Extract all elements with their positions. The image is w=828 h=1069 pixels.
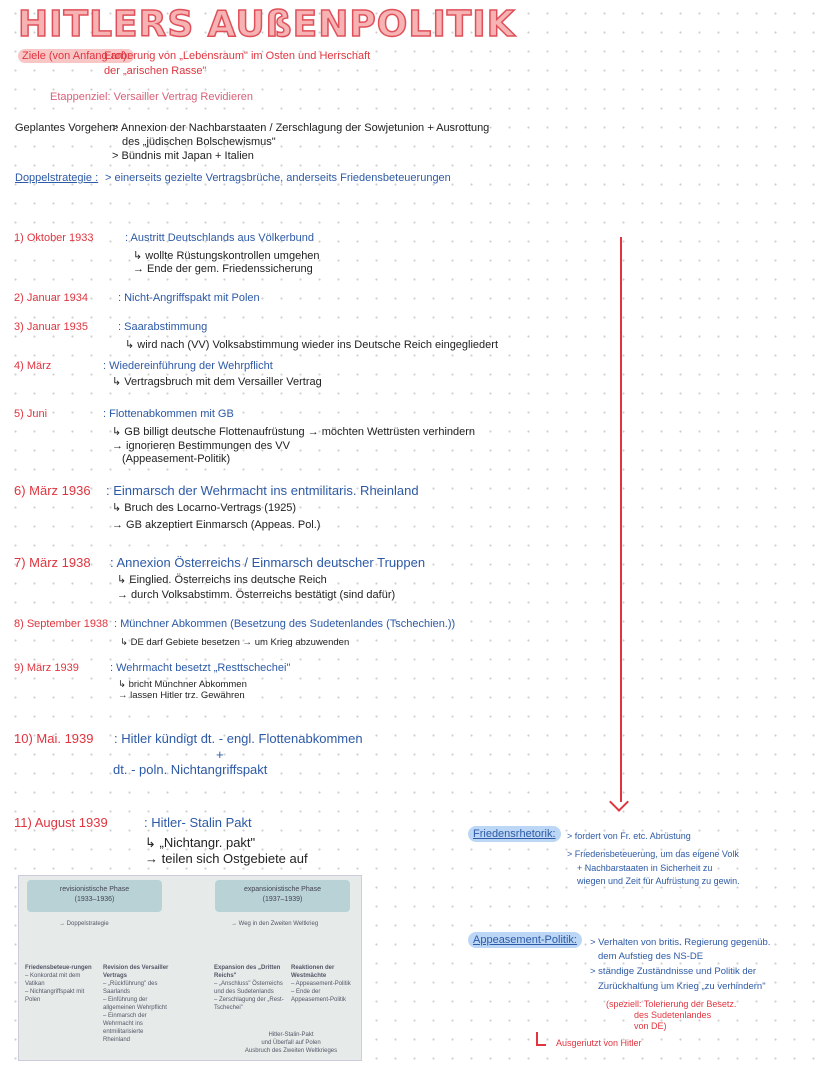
corner-arrow-icon xyxy=(536,1032,546,1046)
friedensrhetorik-line: + Nachbarstaaten in Sicherheit zu xyxy=(577,863,713,873)
fig-column xyxy=(103,964,169,1044)
ziele-line: Eroberung von „Lebensraum" im Osten und Herrschaft xyxy=(104,50,371,62)
event-date: 11) August 1939 xyxy=(14,815,108,830)
friedensrhetorik-line: > fordert von Fr. etc. Abrüstung xyxy=(567,831,691,841)
event-date: 9) März 1939 xyxy=(14,662,79,674)
etappenziel: Etappenziel: Versailler Vertrag Revidieren xyxy=(50,91,254,103)
event-date: 4) März xyxy=(14,360,52,372)
fig-column xyxy=(25,964,97,1004)
doppelstrategie-label: Doppelstrategie : xyxy=(15,172,99,184)
fig-item: – Konkordat mit dem Vatikan xyxy=(25,973,81,987)
event-title: : Hitler kündigt dt. - engl. Flottenabkommen xyxy=(114,731,363,746)
fig-col-title: Friedensbeteue-rungen xyxy=(25,965,92,971)
event-detail: dt. - poln. Nichtangriffspakt xyxy=(113,762,268,777)
vorgehen-line: des „jüdischen Bolschewismus" xyxy=(122,136,276,148)
appeasement-line: > ständige Zuständnisse und Politik der xyxy=(590,966,757,977)
event-date: 3) Januar 1935 xyxy=(14,321,88,333)
event-title: : Saarabstimmung xyxy=(118,321,208,333)
event-detail: + xyxy=(216,747,224,762)
event-date: 5) Juni xyxy=(14,408,48,420)
event-detail: → GB akzeptiert Einmarsch (Appeas. Pol.) xyxy=(112,519,321,531)
event-detail: ↳ wird nach (VV) Volksabstimmung wieder ins Deutsche Reich eingegliedert xyxy=(125,339,499,351)
event-date: 2) Januar 1934 xyxy=(14,292,88,304)
event-detail: → Ende der gem. Friedenssicherung xyxy=(133,263,313,275)
timeline-arrow xyxy=(620,237,622,802)
vorgehen-label: Geplantes Vorgehen: xyxy=(15,122,119,134)
fig-item: – Appeasement-Politik xyxy=(291,981,351,987)
speziell-line: des Sudetenlandes xyxy=(634,1010,712,1020)
event-detail: ↳ Bruch des Locarno-Vertrags (1925) xyxy=(112,502,297,514)
phase-years: (1933–1936) xyxy=(74,896,115,903)
event-title: : Annexion Österreichs / Einmarsch deutscher Truppen xyxy=(110,555,426,570)
event-title: : Münchner Abkommen (Besetzung des Sudetenlandes (Tschechien.)) xyxy=(114,618,456,630)
phase-header-right xyxy=(215,880,350,912)
fig-item: – Zerschlagung der „Rest-Tschechei" xyxy=(214,997,284,1011)
event-detail: ↳ DE darf Gebiete besetzen → um Krieg abzuwenden xyxy=(120,637,350,648)
ziele-line: der „arischen Rasse" xyxy=(104,65,207,77)
event-detail: (Appeasement-Politik) xyxy=(122,453,231,465)
event-detail: → ignorieren Bestimmungen des VV xyxy=(112,440,290,452)
fig-bottom xyxy=(241,1031,341,1055)
appeasement-line: > Verhalten von britis. Regierung gegenüb. xyxy=(590,937,771,948)
event-detail: ↳ „Nichtangr. pakt" xyxy=(145,835,256,850)
friedensrhetorik-label xyxy=(468,828,561,841)
fig-item: und Überfall auf Polen xyxy=(261,1040,321,1046)
event-detail: ↳ Vertragsbruch mit dem Versailler Vertrag xyxy=(112,376,322,388)
phase-arrow-label: → Weg in den Zweiten Weltkrieg xyxy=(231,921,319,927)
fig-item: – „Anschluss" Österreichs und des Sudetenlands xyxy=(214,981,283,995)
phase-arrow-label: → Doppelstrategie xyxy=(59,921,109,927)
fig-item: – Einführung der allgemeinen Wehrpflicht xyxy=(103,997,167,1011)
event-title: : Austritt Deutschlands aus Völkerbund xyxy=(125,232,314,244)
fig-item: – Einmarsch der Wehrmacht ins entmilitarisierte Rheinland xyxy=(103,1013,147,1043)
event-title: : Flottenabkommen mit GB xyxy=(103,408,234,420)
fig-item: – Nichtangriffspakt mit Polen xyxy=(25,989,85,1003)
speziell-line: (speziell: Tolerierung der Besetz. xyxy=(606,999,737,1009)
ziele-label-text: Ziele (von Anfang an): xyxy=(18,49,134,63)
fig-item: – „Rückführung" des Saarlands xyxy=(103,981,158,995)
event-date: 6) März 1936 xyxy=(14,483,91,498)
vorgehen-line: > Annexion der Nachbarstaaten / Zerschlagung der Sowjetunion + Ausrottung xyxy=(112,122,490,134)
event-detail: ↳ Einglied. Österreichs ins deutsche Reich xyxy=(117,574,327,586)
phases-diagram-image xyxy=(18,875,362,1061)
event-title: : Einmarsch der Wehrmacht ins entmilitaris. Rheinland xyxy=(106,483,419,498)
fig-col-title: Revision des Versailler Vertrags xyxy=(103,965,169,979)
arrow-down-icon xyxy=(609,792,629,812)
doppelstrategie-text: > einerseits gezielte Vertragsbrüche, anderseits Friedensbeteuerungen xyxy=(105,172,451,184)
event-detail: ↳ bricht Münchner Abkommen xyxy=(118,679,247,690)
page-title: HITLERS AUßENPOLITIK xyxy=(18,4,516,45)
event-title: : Hitler- Stalin Pakt xyxy=(144,815,252,830)
appeasement-line: dem Aufstieg des NS-DE xyxy=(598,951,704,962)
phase-header-left xyxy=(27,880,162,912)
fig-item: Ausbruch des Zweiten Weltkrieges xyxy=(244,1048,338,1054)
fig-item: – Ende der Appeasement-Politik xyxy=(291,989,347,1003)
event-date: 8) September 1938 xyxy=(14,618,109,630)
friedensrhetorik-line: wiegen und Zeit für Aufrüstung zu gewin. xyxy=(577,876,740,886)
fig-col-title: Expansion des „Dritten Reichs" xyxy=(214,965,281,979)
event-date: 1) Oktober 1933 xyxy=(14,232,94,244)
fig-col-title: Reaktionen der Westmächte xyxy=(291,965,335,979)
event-detail: ↳ GB billigt deutsche Flottenaufrüstung → möchten Wettrüsten verhindern xyxy=(112,426,476,438)
event-detail: → durch Volksabstimm. Österreichs bestätigt (sind dafür) xyxy=(117,589,396,601)
fig-item: Hitler-Stalin-Pakt xyxy=(268,1032,314,1038)
event-date: 10) Mai. 1939 xyxy=(14,731,94,746)
friedensrhetorik-line: > Friedensbeteuerung, um das eigene Volk xyxy=(567,849,739,859)
phase-years: (1937–1939) xyxy=(262,896,303,903)
event-title: : Nicht-Angriffspakt mit Polen xyxy=(118,292,260,304)
phase-title: revisionistische Phase xyxy=(59,886,130,893)
appeasement-label-text: Appeasement-Politik: xyxy=(468,932,582,948)
fig-column xyxy=(291,964,355,1004)
fig-column xyxy=(214,964,286,1012)
event-date: 7) März 1938 xyxy=(14,555,91,570)
speziell-line: von DE) xyxy=(634,1021,667,1031)
phase-title: expansionistische Phase xyxy=(243,886,322,893)
friedensrhetorik-label-text: Friedensrhetorik: xyxy=(468,826,561,842)
vorgehen-line: > Bündnis mit Japan + Italien xyxy=(112,150,254,162)
event-title: : Wiedereinführung der Wehrpflicht xyxy=(103,360,273,372)
appeasement-line: Zurückhaltung um Krieg „zu verhindern" xyxy=(598,981,766,992)
event-detail: → teilen sich Ostgebiete auf xyxy=(145,851,308,866)
event-detail: ↳ wollte Rüstungskontrollen umgehen xyxy=(133,250,320,262)
appeasement-label xyxy=(468,934,582,947)
ausgenutzt-text: Ausgenutzt von Hitler xyxy=(556,1038,642,1048)
event-detail: → lassen Hitler trz. Gewähren xyxy=(118,690,245,701)
event-title: : Wehrmacht besetzt „Resttschechei" xyxy=(110,662,291,674)
